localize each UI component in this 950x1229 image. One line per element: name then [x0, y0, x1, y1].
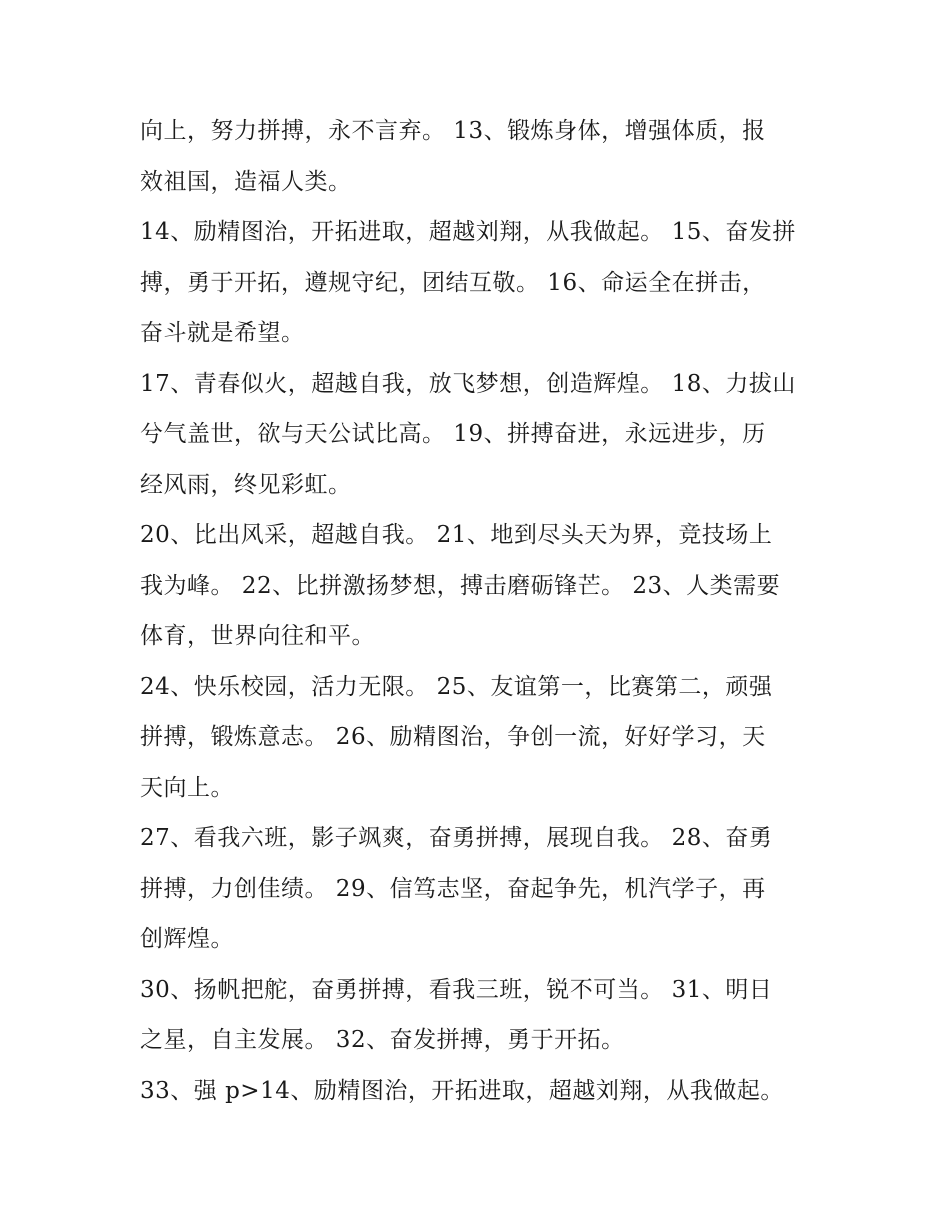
text-line: 17、青春似火，超越自我，放飞梦想，创造辉煌。 18、力拔山 — [140, 370, 796, 397]
text-line: 27、看我六班，影子飒爽，奋勇拼搏，展现自我。 28、奋勇 — [140, 825, 773, 851]
paragraph-slogans-27-29 — [140, 813, 840, 965]
text-line: 经风雨，终见彩虹。 — [140, 471, 352, 498]
text-line: 33、强 p>14、励精图治，开拓进取，超越刘翔，从我做起。 — [140, 1077, 784, 1104]
text-line: 向上，努力拼搏，永不言弃。 13、锻炼身体，增强体质，报 — [140, 118, 766, 144]
paragraph-slogans-17-19 — [140, 359, 840, 511]
text-line: 14、励精图治，开拓进取，超越刘翔，从我做起。 15、奋发拼 — [140, 219, 796, 245]
text-line: 30、扬帆把舵，奋勇拼搏，看我三班，锐不可当。 31、明日 — [140, 976, 773, 1003]
text-line: 20、比出风采，超越自我。 21、地到尽头天为界，竞技场上 — [140, 522, 773, 548]
document-body — [140, 106, 840, 1116]
paragraph-slogans-20-23 — [140, 510, 840, 662]
text-line: 奋斗就是希望。 — [140, 320, 305, 346]
text-line: 之星，自主发展。 32、奋发拼搏，勇于开拓。 — [140, 1027, 625, 1053]
text-line: 效祖国，造福人类。 — [140, 168, 352, 195]
text-line: 兮气盖世，欲与天公试比高。 19、拼搏奋进，永远进步，历 — [140, 421, 766, 447]
text-line: 体育，世界向往和平。 — [140, 623, 375, 649]
paragraph-slogans-33 — [140, 1066, 840, 1117]
text-line: 我为峰。 22、比拼激扬梦想，搏击磨砺锋芒。 23、人类需要 — [140, 572, 781, 599]
paragraph-slogans-13 — [140, 106, 840, 207]
paragraph-slogans-30-32 — [140, 965, 840, 1066]
paragraph-slogans-24-26 — [140, 662, 840, 814]
text-line: 24、快乐校园，活力无限。 25、友谊第一，比赛第二，顽强 — [140, 673, 773, 700]
text-line: 拼搏，力创佳绩。 29、信笃志坚，奋起争先，机汽学子，再 — [140, 875, 766, 902]
text-line: 创辉煌。 — [140, 926, 234, 952]
paragraph-slogans-14-16 — [140, 207, 840, 359]
text-line: 搏，勇于开拓，遵规守纪，团结互敬。 16、命运全在拼击， — [140, 269, 766, 296]
text-line: 拼搏，锻炼意志。 26、励精图治，争创一流，好好学习，天 — [140, 724, 766, 750]
text-line: 天向上。 — [140, 774, 234, 801]
